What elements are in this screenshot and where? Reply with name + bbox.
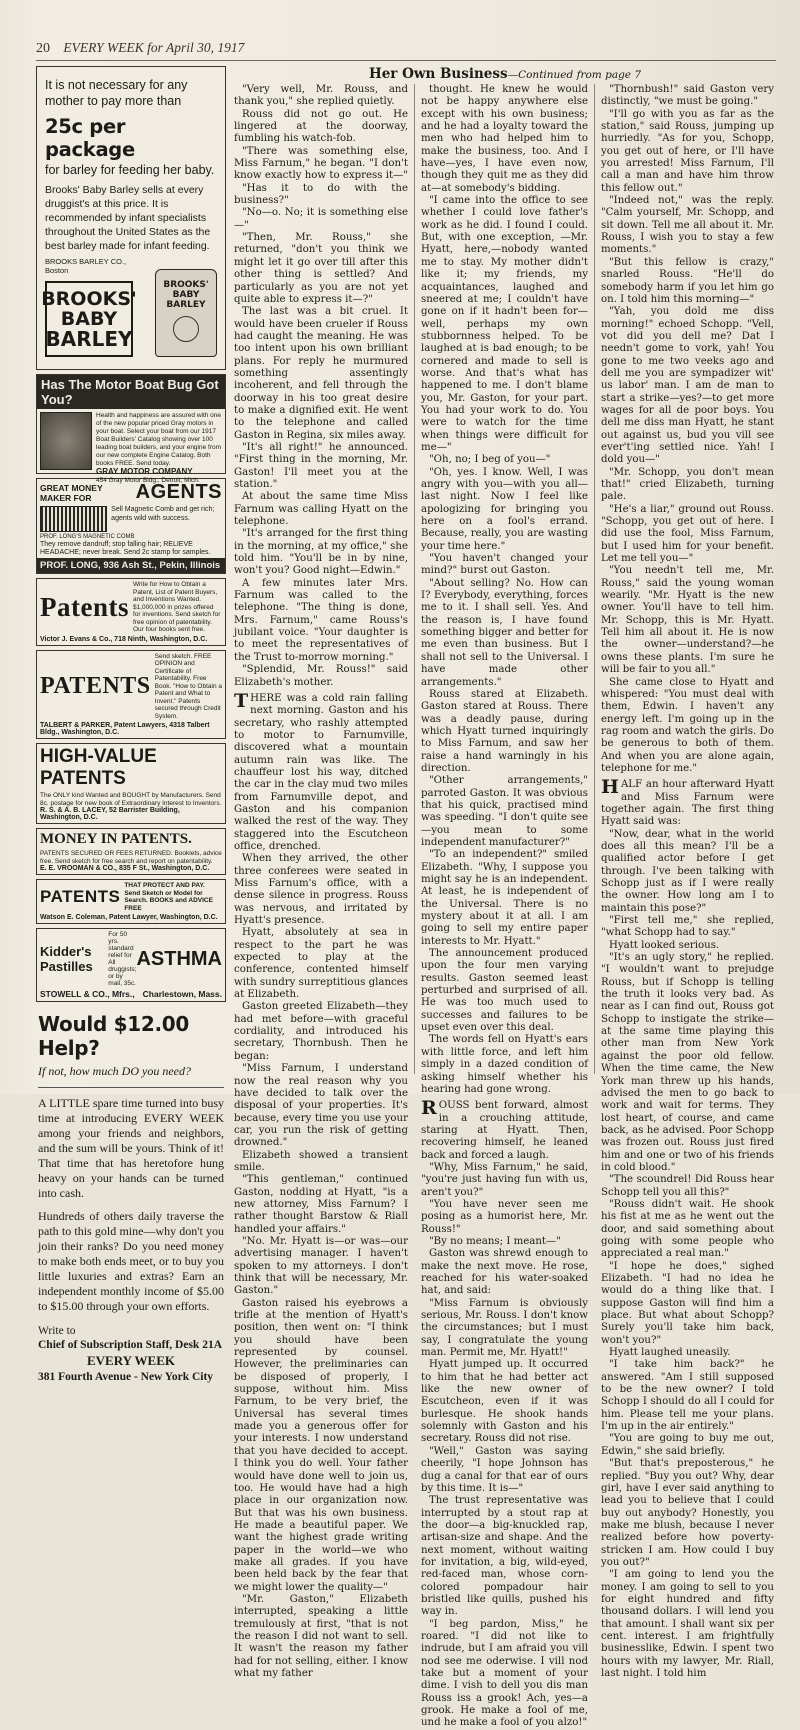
story-paragraph: "You have never seen me posing as a humorist here, Mr. Rouss!" — [421, 1198, 588, 1235]
story-paragraph: "Miss Farnum is obviously serious, Mr. Rouss. I don't know the circumstances; but I must say, I congratulate the young man. Permit me, Mr. Hyatt!" — [421, 1297, 588, 1359]
story-paragraph: "No—o. No; it is something else—" — [234, 207, 408, 231]
story-paragraph: "This gentleman," continued Gaston, nodding at Hyatt, "is a new attorney, Miss Farnum? I rather thought Barstow & Riall handled your affairs." — [234, 1174, 408, 1235]
patents-text: The ONLY kind Wanted and BOUGHT by Manufacturers. Send 8c. postage for new book of Extraordinary Interest to Inventors. — [40, 792, 222, 807]
story-paragraph: "Now, dear, what in the world does all this mean? I'll be a qualified actor before I get through. I've been talking with Schopp just as if I were really the owner. How long am I to maintain this pose?" — [601, 828, 774, 914]
story-paragraph: "I hope he does," sighed Elizabeth. "I had no idea he would do a thing like that. I suppose Gaston will find him a place. But what about Schopp? Surely you'll take him back, won't you?" — [601, 1260, 774, 1346]
advertisement-column — [36, 66, 226, 1383]
kidder-mid: For 50 yrs. standard relief for All druggists; or by mail, 35c. — [108, 931, 137, 987]
story-paragraph: THERE was a cold rain falling next morning. Gaston and his secretary, who rashly attempted to motor to Farnumville, discovered what a mountain autumn rain was like. The chauffeur lost his way, ditched the car in the clay mud two miles from Farnumville depot, and Gaston and his companion walked the rest of the way. They staggered into the Escutcheon office, drenched. — [234, 689, 408, 852]
story-paragraph: "There was something else, Miss Farnum," he began. "I don't know exactly how to express it—" — [234, 145, 408, 182]
story-paragraph: The last was a bit cruel. It would have been crueler if Rouss had caught the meaning. He was too intent upon his own brilliant plans. For reply he murmured something assentingly incoherent, and fell through the doorway in his too great desire to make a dignified exit. He went to the telephone and called Gaston in Regina, six miles away. — [234, 306, 408, 441]
brooks-price: 25c per package — [45, 115, 135, 161]
kidders-asthma-ad — [36, 928, 226, 1002]
help-paragraph-1: A LITTLE spare time turned into busy time at introducing EVERY WEEK among your friends and neighbors, and the sum will be yours. Think of it! That time that has heretofore hung heavy on your hands can be turned into cash. — [38, 1096, 224, 1200]
page-header — [36, 40, 776, 60]
brooks-company: BROOKS BARLEY CO., Boston — [45, 257, 127, 275]
story-paragraph: "Then, Mr. Rouss," she returned, "don't you think we might let it go over till after this other thing is settled? And particularly as you are not yet quite able to express it—?" — [234, 232, 408, 305]
story-paragraph: Gaston raised his eyebrows a trifle at the mention of Hyatt's position, then went on: "I think you should have been represented by counsel. However, the preliminaries can be disposed of properly, I suppose, without him. Miss Farnum, to be very brief, the Universal has several times made you a generous offer for your interests. I now understand that you have decided to accept. I think you do well. Your father would have done well to join us, too. He would have had a high place in our organization now. But that was his own business. He made a beautiful paper. We want the highest grade writing paper in the world—we who make all grades. If you have been held back by the fear that we might lower the quality—" — [234, 1297, 408, 1593]
story-paragraph: "Miss Farnum, I understand now the real reason why you have decided to talk over the disposal of your properties. It's because, every time you use your car, you run the risk of getting drowned." — [234, 1063, 408, 1149]
patents-text: PATENTS SECURED OR FEES RETURNED. Booklets, advice free. Send sketch for free search and report on patentability. — [40, 850, 222, 865]
motor-address: 454 Gray Motor Bldg., Detroit, Mich. — [96, 477, 200, 484]
coleman-patents-ad — [36, 879, 226, 924]
running-title: EVERY WEEK for April 30, 1917 — [63, 40, 245, 55]
story-paragraph: "Other arrangements," parroted Gaston. It was obvious that his quick, practised mind was speeding. "I don't quite see—you mean to some independent manufacturer?" — [421, 775, 588, 848]
story-paragraph: "I am going to lend you the money. I am going to sell to you for eight hundred and fifty thousand dollars. I will lend you that amount. I shall want six per cent. interest. I am frightfully businesslike, Edwin. I spent two hours with my lawyer, Mr. Riall, last night. I told him — [601, 1569, 774, 1679]
motor-engine-image — [40, 412, 92, 470]
help-paragraph-2: Hundreds of others daily traverse the path to this gold mine—why don't you join their ranks? Do you need money to make both ends meet, or to buy you little luxuries and extras? Earn an independent monthly income of $5.00 to $15.00 through your own efforts. — [38, 1209, 224, 1313]
story-paragraph: "You needn't tell me, Mr. Rouss," said the young woman wearily. "Mr. Hyatt is the new owner. You'll have to tell him. Mr. Schopp, this is Mr. Hyatt. Tell him all about it. He is now the owner—understand?—he owns these plants. I'm sure he will be fair to you all." — [601, 565, 774, 676]
motor-company: GRAY MOTOR COMPANY — [96, 467, 193, 476]
evans-patents-ad — [36, 578, 226, 646]
brand-word-1: BROOKS' — [41, 288, 137, 310]
story-paragraph: "Very well, Mr. Rouss, and thank you," she replied quietly. — [234, 84, 408, 108]
help-magazine: EVERY WEEK — [86, 1353, 176, 1368]
story-heading — [234, 66, 776, 84]
story-paragraph: "Why, Miss Farnum," he said, "you're just having fun with us, aren't you?" — [421, 1161, 588, 1198]
story-paragraph: Gaston was shrewd enough to make the next move. He rose, reached for his water-soaked hat, and said: — [421, 1248, 588, 1297]
story-paragraph: "First tell me," she replied, "what Schopp had to say." — [601, 915, 774, 939]
patents-address: E. E. VROOMAN & CO., 835 F St., Washington, D.C. — [40, 865, 210, 872]
story-paragraph: "He's a liar," ground out Rouss. "Schopp, you get out of here. I did use the fool, Miss Farnum, but I used him for your benefit. Let me tell you—" — [601, 503, 774, 565]
brooks-barley-ad — [36, 66, 226, 370]
patents-heading: PATENTS — [40, 887, 121, 906]
story-paragraph: HALF an hour afterward Hyatt and Miss Farnum were together again. The first thing Hyatt said was: — [601, 776, 774, 828]
story-paragraph: A few minutes later Mrs. Farnum was called to the telephone. "The thing is done, Mrs. Farnum," came Rouss's jubilant voice. "Your daughter is to meet the representatives of the Trust to-morrow morning." — [234, 577, 408, 663]
story-paragraph: "Splendid, Mr. Rouss!" said Elizabeth's mother. — [234, 664, 408, 688]
agents-head-text: GREAT MONEY MAKER FOR — [40, 482, 103, 503]
story-paragraph: At about the same time Miss Farnum was calling Hyatt on the telephone. — [234, 491, 408, 528]
help-address: 381 Fourth Avenue - New York City — [38, 1371, 214, 1383]
story-paragraph: "The scoundrel! Did Rouss hear Schopp tell you all this?" — [601, 1174, 774, 1198]
story-paragraph: "Rouss didn't wait. He shook his fist at me as he went out the door, and said something about going with some people who appreciated a real man." — [601, 1198, 774, 1260]
patents-heading: Patents — [40, 591, 129, 622]
story-paragraph: thought. He knew he would not be happy anywhere else except with his own business; and he had a loyalty toward the men who had helped him to make the business, too. And I have—yes, I have even now, though they quit me as they did at—at somebody's bidding. — [421, 84, 588, 194]
story-paragraph: Hyatt, absolutely at sea in respect to the part he was expected to play at the conference, contented himself with sundry surreptitious glances at Elizabeth. — [234, 927, 408, 1001]
story-paragraph: "It's all right!" he announced. "First thing in the morning, Mr. Gaston! I'll meet you at the station." — [234, 441, 408, 490]
story-paragraph: "Mr. Schopp, you don't mean that!" cried Elizabeth, turning pale. — [601, 466, 774, 503]
story-column-2 — [414, 84, 594, 1729]
help-subtitle: If not, how much DO you need? — [38, 1064, 224, 1088]
story-paragraph: "You are going to buy me out, Edwin," she said briefly. — [601, 1433, 774, 1457]
story-paragraph: "I'll go with you as far as the station," said Rouss, jumping up hurriedly. "As for you, Schopp, you get out of here, or I'll have you arrested! Miss Farnum, I'll call a man and have him throw this fellow out." — [601, 108, 774, 194]
patents-heading: MONEY IN PATENTS. — [40, 831, 192, 847]
story-paragraph: "About selling? No. How can I? Everybody, everything, forces me to it. I shall sell. Yes. And the reason is, I have found something bigger and better for me even than business. But I shall not sell to the Universal. I have made other arrangements." — [421, 577, 588, 688]
story-column-3 — [594, 84, 774, 1679]
patents-heading: PATENTS — [40, 672, 151, 699]
story-paragraph: "Well," Gaston was saying cheerily, "I hope Johnson has dug a canal for that ear of ours by this time. It is—" — [421, 1445, 588, 1494]
story-paragraph: "Oh, yes. I know. Well, I was angry with you—with you all—last night. Now I feel like apologizing for bringing you here on a fool's errand. Because, really, you are wasting your time here." — [421, 466, 588, 552]
help-write-to: Write to — [38, 1325, 76, 1337]
story-paragraph: "I take him back?" he answered. "Am I still supposed to be the new owner? I told Schopp I should do all I could for him. Please tell me your plans. I'm up in the air entirely." — [601, 1359, 774, 1433]
patents-text: THAT PROTECT AND PAY. Send Sketch or Model for Search. BOOKS and ADVICE FREE — [124, 882, 213, 912]
story-paragraph: "I beg pardon, Miss," he roared. "I did not like to indrude, but I am afraid you vill nod see me oderwise. I vill nod take but a moment of your dime. I vish to dell you dis man Rouss iss a grook! Ach, yes—a grook. He make a fool of me, und he make a fool of you alzo!" — [421, 1618, 588, 1729]
tin-label-2: BABY — [172, 290, 200, 300]
story-paragraph: "It's an ugly story," he replied. "I wouldn't want to prejudge Rouss, but if Schopp is telling the truth it looks very bad. As near as I can find out, Rouss got Schopp to instigate the strike—at the same time playing this other man from New York against the poor old fellow. When the time came, the New York man threw up his hands, advised the men to go back to work and wait for terms. They lost heart, of course, and came back, as he advised. Poor Schopp was frozen out. Rouss just fired him and one or two of his friends in cold blood." — [601, 952, 774, 1173]
story-paragraph: Elizabeth showed a transient smile. — [234, 1149, 408, 1173]
gray-motor-ad — [36, 374, 226, 484]
comb-label: PROF. LONG'S MAGNETIC COMB — [40, 534, 135, 540]
motor-body-text: Health and happiness are assured with one of the new popular priced Gray motors in your boat. Select your boat from our 1917 Boat Builders' Catalog showing over 100 leading boat builders, and your engine from our new complete Engine Catalog. Both books FREE. Send today. — [96, 412, 222, 467]
story-paragraph: "To an independent?" smiled Elizabeth. "Why, I suppose you might say he is an independent. At least, he is independent of the Universal. There is no mystery about it at all. I am going to sell my entire paper interests to Mr. Hyatt." — [421, 849, 588, 947]
story-paragraph: "You haven't changed your mind?" burst out Gaston. — [421, 553, 588, 577]
patents-text: Send sketch. FREE OPINION and Certificate of Patentability. Free Book. "How to Obtain a Patent and What to Invent." Patents secured through Credit System. — [154, 652, 222, 720]
brand-word-3: BARLEY — [45, 327, 133, 351]
lacey-patents-ad — [36, 743, 226, 824]
story-paragraph: "But that's preposterous," he replied. "Buy you out? Why, dear girl, have I ever said anything to lead you to believe that I could buy out anybody? Honestly, you make me blush, because I never realized before how poverty-stricken I am. How could I buy you out?" — [601, 1458, 774, 1568]
patents-text: Write for How to Obtain a Patent, List of Patent Buyers, and Inventions Wanted. $1,000,000 in prizes offered for inventions. Send sketch for free opinion of patentability. Our four books sent free. — [132, 581, 221, 633]
story-paragraph: She came close to Hyatt and whispered: "You must deal with them, Edwin. I haven't any energy left. I'm going up in the rag room and watch the girls. Do be generous to both of them. And when you are alone again, telephone for me." — [601, 676, 774, 774]
asthma-big: ASTHMA — [136, 947, 222, 970]
patents-address: Victor J. Evans & Co., 718 Ninth, Washington, D.C. — [40, 635, 208, 643]
help-chief: Chief of Subscription Staff, Desk 21A — [38, 1339, 223, 1351]
kidder-maker: STOWELL & CO., Mfrs., — [40, 989, 135, 999]
kidder-name: Kidder's Pastilles — [40, 944, 93, 974]
story-columns — [234, 84, 776, 1729]
patents-address: TALBERT & PARKER, Patent Lawyers, 4318 Talbert Bldg., Washington, D.C. — [40, 722, 210, 736]
brooks-line3: for barley for feeding her baby. — [45, 163, 215, 177]
story-paragraph: "Yah, you dold me diss morning!" echoed Schopp. "Vell, vot did you dell me? Dat I needn't gome to vork, yah! You gone to me two veeks ago and dell me you are sympadizer wit' us labor' man. I am de man to start a strike—yes?—to get more wages for all de poor boys. You dell me diss man Hyatt, he stant out against us, bud you vill see ever't'ing settled nice. Yah! I dold you—" — [601, 306, 774, 466]
story-paragraph: The announcement produced upon the four men varying results. Gaston seemed least perturbed and surprised of all. He was too much used to successes and failures to be upset even over this deal. — [421, 948, 588, 1034]
vrooman-patents-ad — [36, 828, 226, 875]
story-paragraph: ROUSS bent forward, almost in a crouching attitude, staring at Hyatt. Then, recovering himself, he leaned back and forced a laugh. — [421, 1097, 588, 1161]
story-continued: —Continued from page 7 — [507, 69, 642, 81]
agents-comb-ad — [36, 478, 226, 574]
patents-address: Watson E. Coleman, Patent Lawyer, Washington, D.C. — [40, 914, 218, 921]
story-paragraph: "I came into the office to see whether I could love father's work as he did. I found I could. But, with one exception, —Mr. Hyatt, here,—nobody wanted me to stay. My mother didn't like it; my friends, my acquaintances, laughed and sneered at me; I couldn't have gone on if it hadn't been for—well, perhaps my own stubbornness helped. To be laughed at is bad enough; to be cornered and made to sell is worse. And that's what has happened to me. I don't blame you, Mr. Gaston, for your part. You had your work to do. You were to watch for the time when things were difficult for me—" — [421, 195, 588, 453]
barley-tin-image — [155, 269, 217, 357]
patents-heading: HIGH-VALUE PATENTS — [40, 746, 157, 789]
motor-title: Has The Motor Boat Bug Got You? — [37, 375, 225, 409]
agents-body-text: Sell Magnetic Comb and get rich; agents wild with success. — [111, 506, 215, 522]
agents-address: PROF. LONG, 936 Ash St., Pekin, Illinois — [37, 558, 225, 573]
brooks-intro: It is not necessary for any mother to pay more than — [45, 78, 188, 108]
story-paragraph: The trust representative was interrupted by a stout rap at the door—a big-knuckled rap, artisan-size and shape. And the next moment, without waiting for invitation, a big, wild-eyed, red-faced man, whose corn-colored pompadour hair bristled like quills, pushed his way in. — [421, 1495, 588, 1618]
story-paragraph: "But this fellow is crazy," snarled Rouss. "He'll do somebody harm if you let him go on. I told him this morning—" — [601, 256, 774, 305]
brooks-brand-row — [41, 257, 217, 357]
story-column-1 — [234, 84, 414, 1679]
story-paragraph: "Oh, no; I beg of you—" — [429, 454, 551, 466]
story-paragraph: Hyatt laughed uneasily. — [609, 1347, 731, 1359]
story-title: Her Own Business — [368, 66, 508, 82]
kidder-city: Charlestown, Mass. — [142, 989, 222, 999]
talbert-patents-ad — [36, 650, 226, 740]
story-paragraph: Rouss did not go out. He lingered at the doorway, fumbling his watch-fob. — [234, 108, 408, 145]
story-paragraph: "It's arranged for the first thing in the morning, at my office," she told him. "You'll be in by nine, won't you? Good night—Edwin." — [234, 528, 408, 577]
story-paragraph: Hyatt looked serious. — [609, 939, 720, 951]
story-paragraph: Hyatt jumped up. It occurred to him that he had better act like the new owner of Escutcheon, even if it was burlesque. He shook hands solemnly with Gaston and his secretary. Rouss did not rise. — [421, 1359, 588, 1445]
story-paragraph: "Thornbush!" said Gaston very distinctly, "we must be going." — [601, 84, 774, 108]
story-paragraph: "No. Mr. Hyatt is—or was—our advertising manager. I haven't spoken to my attorneys. I don't think that will be necessary, Mr. Gaston." — [234, 1235, 408, 1297]
story-paragraph: "Indeed not," was the reply. "Calm yourself, Mr. Schopp, and sit down. Tell me all about it. Mr. Rouss, I wish you to stay a few moments." — [601, 195, 774, 256]
story-paragraph: Rouss stared at Elizabeth. Gaston stared at Rouss. There was a deadly pause, during which Hyatt turned inquiringly to Miss Farnum, and saw her raise a hand warningly in his direction. — [421, 688, 588, 774]
story-paragraph: The words fell on Hyatt's ears with little force, and left him simply in a dazed condition of asking himself whether his hearing had gone wrong. — [421, 1034, 588, 1095]
story-section — [234, 66, 776, 1729]
header-rule — [36, 60, 776, 61]
story-paragraph: Gaston greeted Elizabeth—they had met before—with graceful cordiality, and introduced his secretary, Thornbush. Then he began: — [234, 1001, 408, 1062]
tin-label-3: BARLEY — [166, 300, 206, 310]
story-paragraph: When they arrived, the other three conferees were seated in Miss Farnum's office, with a dense silence in progress. Rouss was nervous, and irritated by Hyatt's presence. — [234, 853, 408, 927]
story-paragraph: "Mr. Gaston," Elizabeth interrupted, speaking a little tremulously at first, "that is not the reason I did not want to sell. It wasn't the reason my father had for not selling, either. I know what my father — [234, 1593, 408, 1679]
brand-word-2: BABY — [60, 308, 118, 330]
story-paragraph: "By no means; I meant—" — [429, 1235, 561, 1247]
magnetic-comb-image — [40, 506, 107, 532]
agents-big: AGENTS — [135, 481, 222, 503]
brooks-body: Brooks' Baby Barley sells at every druggist's at this price. It is recommended by infant specialists throughout the United States as the best barley made for infant feeding. — [45, 184, 211, 252]
help-title: Would $12.00 Help? — [38, 1012, 190, 1060]
page-number: 20 — [36, 41, 50, 56]
tin-seal-icon — [173, 316, 199, 342]
subscription-ad — [36, 1008, 226, 1388]
brooks-brand-box — [41, 281, 137, 357]
agents-tagline: They remove dandruff; stop falling hair; RELIEVE HEADACHE; never break. Send 2c stamp for samples. — [40, 541, 211, 556]
story-paragraph: "Has it to do with the business?" — [234, 182, 408, 207]
tin-label-1: BROOKS' — [163, 280, 209, 290]
patents-address: R. S. & A. B. LACEY, 52 Barrister Building, Washington, D.C. — [40, 807, 180, 821]
